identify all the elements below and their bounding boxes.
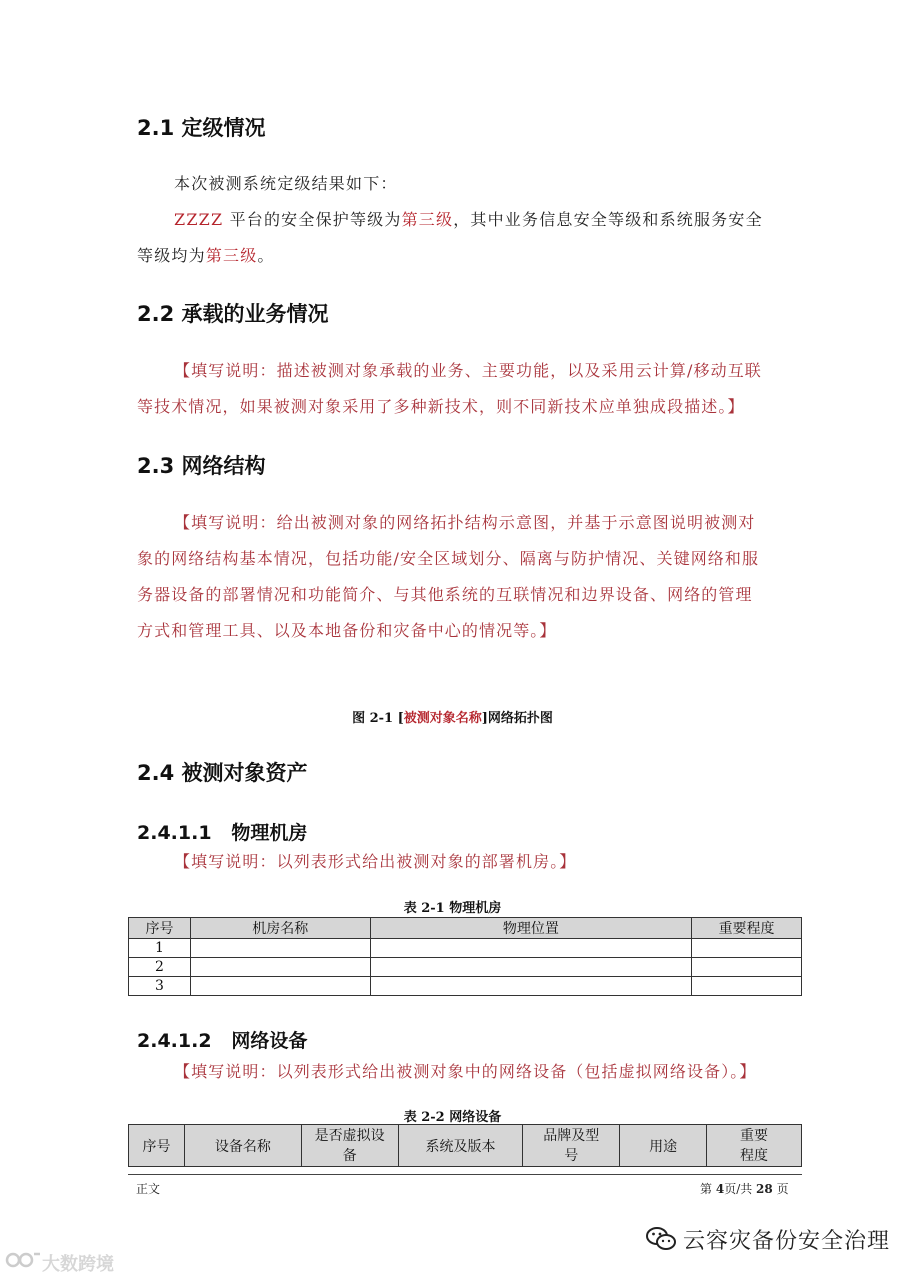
col-header-brand-line-2: 号 <box>564 1147 579 1164</box>
network-note-line-1: 【填写说明：给出被测对象的网络拓扑结构示意图，并基于示意图说明被测对 <box>174 513 756 532</box>
table-2-caption: 表 2-2 网络设备 <box>403 1110 502 1125</box>
footer-page-mid: 页/共 <box>724 1182 757 1196</box>
cell-no: 1 <box>129 939 191 958</box>
watermark-left-text: 大数跨境 <box>42 1254 114 1275</box>
col-header-no: 序号 <box>129 918 191 939</box>
footer-current-page: 4 <box>715 1182 725 1196</box>
table-1-header-row <box>129 918 802 939</box>
col-header-virtual-line-2: 备 <box>342 1147 357 1164</box>
table-row <box>129 939 802 958</box>
level-value-2: 第三级 <box>205 246 258 265</box>
footer-page-number <box>700 1180 789 1197</box>
wechat-icon <box>644 1222 678 1256</box>
footer-page-suffix: 页 <box>772 1182 789 1196</box>
cell-importance <box>692 977 802 996</box>
cell-importance <box>692 939 802 958</box>
section-2-4-1-1-title: 2.4.1.1 物理机房 <box>137 822 308 844</box>
figure-object-name: 被测对象名称 <box>403 711 482 726</box>
col-header-device-name: 设备名称 <box>184 1125 301 1167</box>
grading-text-d: 。 <box>257 246 275 265</box>
grading-intro: 本次被测系统定级结果如下： <box>174 174 398 193</box>
col-header-usage: 用途 <box>620 1125 707 1167</box>
logo-icon <box>4 1246 42 1274</box>
col-header-room-name: 机房名称 <box>190 918 370 939</box>
cell-room-name <box>190 958 370 977</box>
section-2-4-title: 2.4 被测对象资产 <box>137 761 308 785</box>
cell-room-name <box>190 939 370 958</box>
grading-text-b: ，其中业务信息安全等级和系统服务安全 <box>453 210 763 229</box>
footer-section-label: 正文 <box>136 1182 161 1196</box>
section-2-2-title: 2.2 承载的业务情况 <box>137 302 329 326</box>
table-row <box>129 958 802 977</box>
devices-note: 【填写说明：以列表形式给出被测对象中的网络设备（包括虚拟网络设备）。】 <box>174 1062 757 1081</box>
watermark-right-text: 云容灾备份安全治理 <box>683 1229 891 1254</box>
footer-divider <box>128 1174 802 1175</box>
footer-page-prefix: 第 <box>700 1182 716 1196</box>
section-2-3-title: 2.3 网络结构 <box>137 454 266 478</box>
col-header-brand-line-1: 品牌及型 <box>543 1127 600 1144</box>
cell-no: 3 <box>129 977 191 996</box>
business-note-line-1: 【填写说明：描述被测对象承载的业务、主要功能，以及采用云计算/移动互联 <box>174 361 762 380</box>
col-header-no: 序号 <box>129 1125 185 1167</box>
network-note-line-4: 方式和管理工具、以及本地备份和灾备中心的情况等。】 <box>137 621 557 640</box>
table-2-header-row <box>129 1125 802 1167</box>
col-header-importance <box>707 1125 802 1167</box>
network-note-line-3: 务器设备的部署情况和功能简介、与其他系统的互联情况和边界设备、网络的管理 <box>137 585 753 604</box>
col-header-system-version: 系统及版本 <box>398 1125 523 1167</box>
col-header-virtual <box>301 1125 398 1167</box>
room-note: 【填写说明：以列表形式给出被测对象的部署机房。】 <box>174 852 577 871</box>
grading-text-a: 平台的安全保护等级为 <box>223 210 402 229</box>
col-header-importance: 重要程度 <box>692 918 802 939</box>
cell-location <box>370 958 692 977</box>
figure-caption-suffix: ]网络拓扑图 <box>481 711 553 726</box>
col-header-importance-line-1: 重要 <box>740 1127 769 1144</box>
section-2-1-title: 2.1 定级情况 <box>137 116 266 140</box>
table-1-caption: 表 2-1 物理机房 <box>403 901 502 916</box>
cell-room-name <box>190 977 370 996</box>
footer-total-pages: 28 <box>756 1182 773 1196</box>
business-note-line-2: 等技术情况，如果被测对象采用了多种新技术，则不同新技术应单独成段描述。】 <box>137 397 745 416</box>
table-row <box>129 977 802 996</box>
figure-caption-prefix: 图 2-1 [ <box>352 711 404 726</box>
cell-location <box>370 939 692 958</box>
network-device-table <box>128 1124 802 1167</box>
network-note-line-2: 象的网络结构基本情况，包括功能/安全区域划分、隔离与防护情况、关键网络和服 <box>137 549 760 568</box>
col-header-location: 物理位置 <box>370 918 692 939</box>
system-name: ZZZZ <box>174 210 224 229</box>
col-header-virtual-line-1: 是否虚拟设 <box>314 1127 385 1144</box>
col-header-importance-line-2: 程度 <box>740 1147 769 1164</box>
level-value-1: 第三级 <box>401 210 454 229</box>
physical-room-table <box>128 917 802 996</box>
grading-line-1 <box>174 202 763 238</box>
grading-line-2 <box>137 238 275 274</box>
grading-text-c: 等级均为 <box>137 246 206 265</box>
figure-caption <box>0 707 905 726</box>
cell-location <box>370 977 692 996</box>
section-2-4-1-2-title: 2.4.1.2 网络设备 <box>137 1030 308 1052</box>
cell-no: 2 <box>129 958 191 977</box>
cell-importance <box>692 958 802 977</box>
col-header-brand-model <box>523 1125 620 1167</box>
